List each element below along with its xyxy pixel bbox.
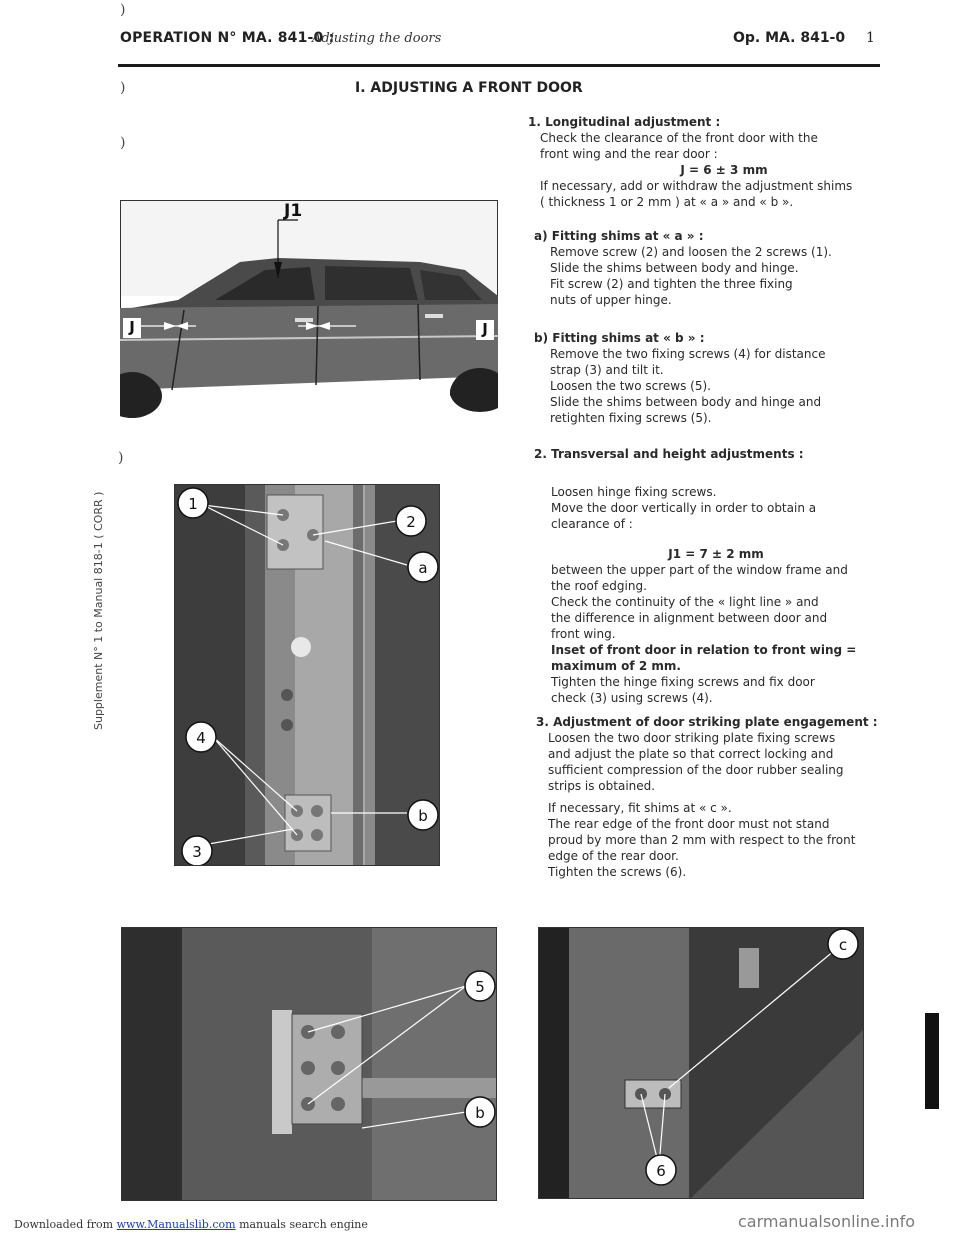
car-side-figure (120, 200, 498, 428)
footer-prefix: Downloaded from (14, 1218, 114, 1231)
text-line: Remove the two fixing screws (4) for distance (550, 347, 826, 361)
text-line: front wing. (551, 627, 616, 641)
text-line: Check the clearance of the front door with the (540, 131, 818, 145)
text-line: Check the continuity of the « light line » and (551, 595, 819, 609)
text-line: Tighten the hinge fixing screws and fix door (551, 675, 815, 689)
hinge-label-1: 1 (188, 495, 198, 513)
longitudinal-heading: 1. Longitudinal adjustment : (528, 115, 721, 129)
j-right-label: J (476, 320, 494, 340)
text-line: The rear edge of the front door must not stand (548, 817, 830, 831)
text-line: check (3) using screws (4). (551, 691, 713, 705)
supplement-note: Supplement N° 1 to Manual 818-1 ( CORR ) (92, 491, 105, 730)
text-line: proud by more than 2 mm with respect to the front (548, 833, 856, 847)
striking-plate-adjustment (536, 714, 916, 880)
lower-label-b: b (475, 1104, 485, 1122)
text-line: Loosen the two door striking plate fixing screws (548, 731, 836, 745)
hinge-label-3: 3 (192, 843, 202, 861)
j-formula: J = 6 ± 3 mm (680, 163, 768, 177)
text-line: nuts of upper hinge. (550, 293, 672, 307)
section-title: I. ADJUSTING A FRONT DOOR (355, 80, 583, 96)
transversal-heading-block (534, 446, 914, 462)
j1-formula: J1 = 7 ± 2 mm (668, 547, 764, 561)
text-line: strap (3) and tilt it. (550, 363, 664, 377)
thumb-index-tab (925, 1013, 939, 1109)
text-line: If necessary, fit shims at « c ». (548, 801, 732, 815)
footer-suffix: manuals search engine (239, 1218, 368, 1231)
text-line: retighten fixing screws (5). (550, 411, 712, 425)
j-left-label: J (123, 318, 141, 338)
text-line: edge of the rear door. (548, 849, 679, 863)
page-number: 1 (866, 30, 875, 46)
text-line: Loosen the two screws (5). (550, 379, 711, 393)
striker-label-c: c (838, 936, 848, 954)
text-line: front wing and the rear door : (540, 147, 718, 161)
text-line: ( thickness 1 or 2 mm ) at « a » and « b ». (540, 195, 794, 209)
sub-item-a (534, 228, 914, 308)
manualslib-link[interactable]: www.Manualslib.com (116, 1218, 236, 1231)
text-line: between the upper part of the window frame and (551, 563, 848, 577)
text-line: the roof edging. (551, 579, 647, 593)
text-line: the difference in alignment between door and (551, 611, 828, 625)
text-line: If necessary, add or withdraw the adjustment shims (540, 179, 853, 193)
text-line: Remove screw (2) and loosen the 2 screws (1). (550, 245, 832, 259)
lower-label-5: 5 (475, 978, 485, 996)
hinge-label-b: b (418, 807, 428, 825)
margin-mark: ) (120, 80, 126, 96)
operation-subtitle: Adjusting the doors (312, 31, 442, 46)
text-line: Tighten the screws (6). (548, 865, 687, 879)
text-line: Slide the shims between body and hinge. (550, 261, 799, 275)
longitudinal-adjustment (528, 114, 908, 210)
text-line: Loosen hinge fixing screws. (551, 485, 717, 499)
margin-mark: ) (120, 135, 126, 151)
margin-mark: ) (120, 2, 126, 18)
sub-a-heading: a) Fitting shims at « a » : (534, 229, 704, 243)
sub-item-b (534, 330, 914, 426)
download-footer (14, 1218, 368, 1231)
hinge-label-4: 4 (196, 729, 206, 747)
text-line: strips is obtained. (548, 779, 656, 793)
hinge-figure (174, 484, 440, 866)
striking-heading: 3. Adjustment of door striking plate engagement : (536, 715, 878, 729)
operation-number: OPERATION N° MA. 841-0 : (120, 30, 335, 46)
text-line: clearance of : (551, 517, 633, 531)
sub-b-heading: b) Fitting shims at « b » : (534, 331, 705, 345)
text-line: Fit screw (2) and tighten the three fixing (550, 277, 793, 291)
striker-label-6: 6 (656, 1162, 666, 1180)
transversal-heading: 2. Transversal and height adjustments : (534, 447, 804, 461)
text-line: Slide the shims between body and hinge and (550, 395, 822, 409)
hinge-label-2: 2 (406, 513, 416, 531)
hinge-label-a: a (418, 559, 428, 577)
watermark: carmanualsonline.info (738, 1212, 916, 1231)
lower-hinge-figure (121, 927, 497, 1201)
margin-mark: ) (118, 450, 124, 466)
text-line: Move the door vertically in order to obtain a (551, 501, 817, 515)
operation-reference: Op. MA. 841-0 (733, 30, 846, 46)
text-line: and adjust the plate so that correct locking and (548, 747, 834, 761)
transversal-adjustment (551, 484, 881, 706)
j1-label: J1 (284, 201, 303, 221)
text-line: sufficient compression of the door rubber sealing (548, 763, 844, 777)
header-rule (118, 64, 880, 67)
striker-plate-figure (538, 927, 864, 1199)
inset-note: Inset of front door in relation to front wing = maximum of 2 mm. (551, 643, 857, 673)
